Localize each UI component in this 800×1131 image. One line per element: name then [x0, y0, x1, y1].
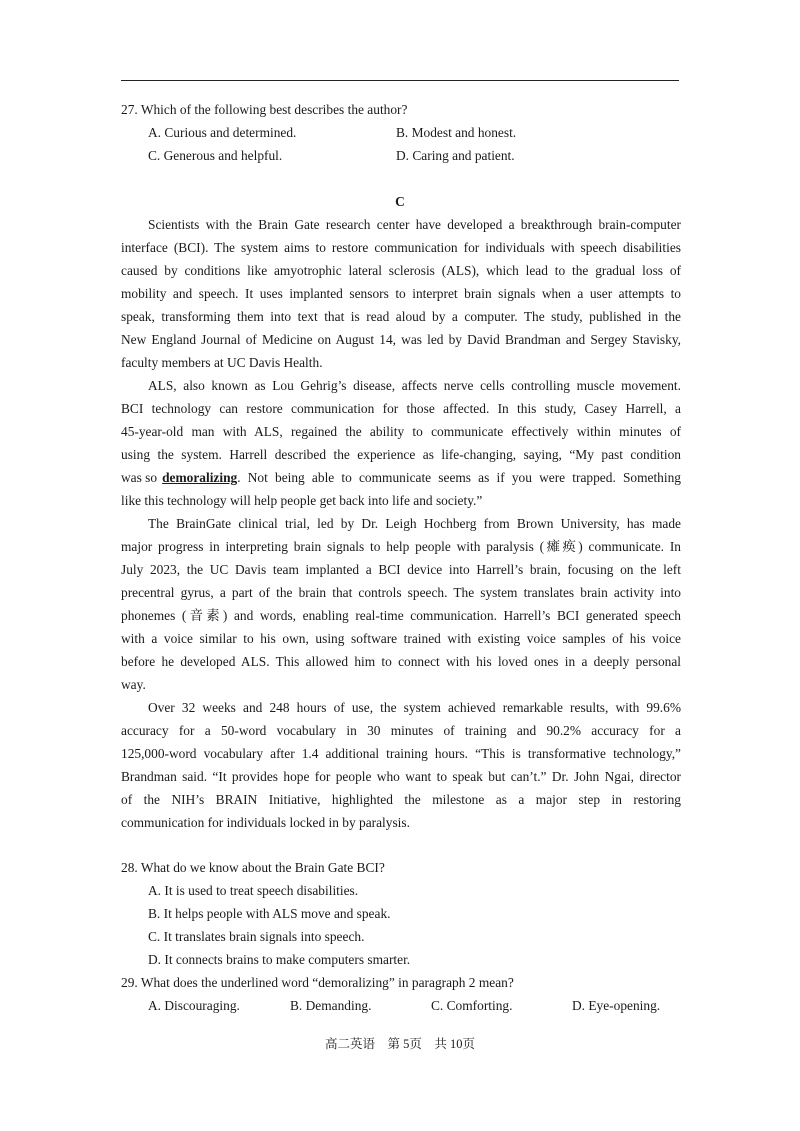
- passage-line: like this technology will help people get back into life and society.”: [121, 493, 483, 508]
- q29-question: 29. What does the underlined word “demoralizing” in paragraph 2 mean?: [121, 975, 514, 990]
- q29-option-b[interactable]: B. Demanding.: [290, 998, 372, 1013]
- passage-line: July 2023, the UC Davis team implanted a BCI device into Harrell’s brain, focusing on the left: [121, 562, 681, 577]
- passage-line: way.: [121, 677, 146, 692]
- passage-line: mobility and speech. It uses implanted sensors to interpret brain signals when a user attempts to: [121, 286, 681, 301]
- q28-option-b[interactable]: B. It helps people with ALS move and speak.: [148, 906, 391, 921]
- passage-line: faculty members at UC Davis Health.: [121, 355, 323, 370]
- q27-option-a[interactable]: A. Curious and determined.: [148, 125, 297, 140]
- passage-line: using the system. Harrell described the experience as life-changing, saying, “My past condition: [121, 447, 681, 462]
- page-footer: 高二英语 第 5页 共 10页: [324, 1037, 475, 1051]
- passage-line: 125,000-word vocabulary after 1.4 additional training hours. “This is transformative technology,”: [121, 746, 681, 761]
- passage-line: ALS, also known as Lou Gehrig’s disease, affects nerve cells controlling muscle movement.: [148, 378, 681, 393]
- passage-text: was so: [121, 470, 158, 485]
- passage-line: of the NIH’s BRAIN Initiative, highlighted the milestone as a major step in restoring: [121, 792, 681, 807]
- q28-question: 28. What do we know about the Brain Gate BCI?: [121, 860, 385, 875]
- passage-line: phonemes (音素) and words, enabling real-time communication. Harrell’s BCI generated speech: [121, 608, 681, 623]
- passage-line: speak, transforming them into text that is read aloud by a computer. The study, published in the: [121, 309, 681, 324]
- passage-line: before he developed ALS. This allowed him to connect with his loved ones in a deeply personal: [121, 654, 681, 669]
- section-label: C: [395, 194, 405, 209]
- q28-option-c[interactable]: C. It translates brain signals into speech.: [148, 929, 365, 944]
- passage-line: precentral gyrus, a part of the brain that controls speech. The system translates brain activity into: [121, 585, 681, 600]
- q29-option-a[interactable]: A. Discouraging.: [148, 998, 240, 1013]
- header-rule: [121, 80, 679, 81]
- q27-option-b[interactable]: B. Modest and honest.: [396, 125, 517, 140]
- passage-line: BCI technology can restore communication for those affected. In this study, Casey Harrell, a: [121, 401, 681, 416]
- passage-line: Scientists with the Brain Gate research center have developed a breakthrough brain-computer: [148, 217, 681, 232]
- passage-line: 45-year-old man with ALS, regained the ability to communicate effectively within minutes of: [121, 424, 681, 439]
- passage-line: interface (BCI). The system aims to restore communication for individuals with speech disabilities: [121, 240, 681, 255]
- passage-line-underlined: [121, 469, 681, 486]
- passage-line: accuracy for a 50-word vocabulary in 30 minutes of training and 90.2% accuracy for a: [121, 723, 681, 738]
- q28-option-d[interactable]: D. It connects brains to make computers smarter.: [148, 952, 411, 967]
- underlined-word-demoralizing: demoralizing: [162, 470, 238, 485]
- passage-text: . Not being able to communicate seems as if you were trapped. Something: [237, 470, 681, 485]
- q28-option-a[interactable]: A. It is used to treat speech disabilities.: [148, 883, 359, 898]
- passage-line: The BrainGate clinical trial, led by Dr. Leigh Hochberg from Brown University, has made: [148, 516, 681, 531]
- passage-line: major progress in interpreting brain signals to help people with paralysis (瘫痪) communicate. In: [121, 539, 681, 554]
- q27-option-c[interactable]: C. Generous and helpful.: [148, 148, 283, 163]
- passage-line: caused by conditions like amyotrophic lateral sclerosis (ALS), which lead to the gradual loss of: [121, 263, 681, 278]
- passage-line: New England Journal of Medicine on August 14, was led by David Brandman and Sergey Stavisky,: [121, 332, 681, 347]
- q27-question: 27. Which of the following best describes the author?: [121, 102, 408, 117]
- q27-option-d[interactable]: D. Caring and patient.: [396, 148, 515, 163]
- q29-option-d[interactable]: D. Eye-opening.: [572, 998, 661, 1013]
- passage-line: with a voice similar to his own, using software trained with existing voice samples of his voice: [121, 631, 681, 646]
- q29-option-c[interactable]: C. Comforting.: [431, 998, 513, 1013]
- passage-line: Brandman said. “It provides hope for people who want to speak but can’t.” Dr. John Ngai, director: [121, 769, 681, 784]
- passage-line: communication for individuals locked in by paralysis.: [121, 815, 410, 830]
- passage-line: Over 32 weeks and 248 hours of use, the system achieved remarkable results, with 99.6%: [148, 700, 681, 715]
